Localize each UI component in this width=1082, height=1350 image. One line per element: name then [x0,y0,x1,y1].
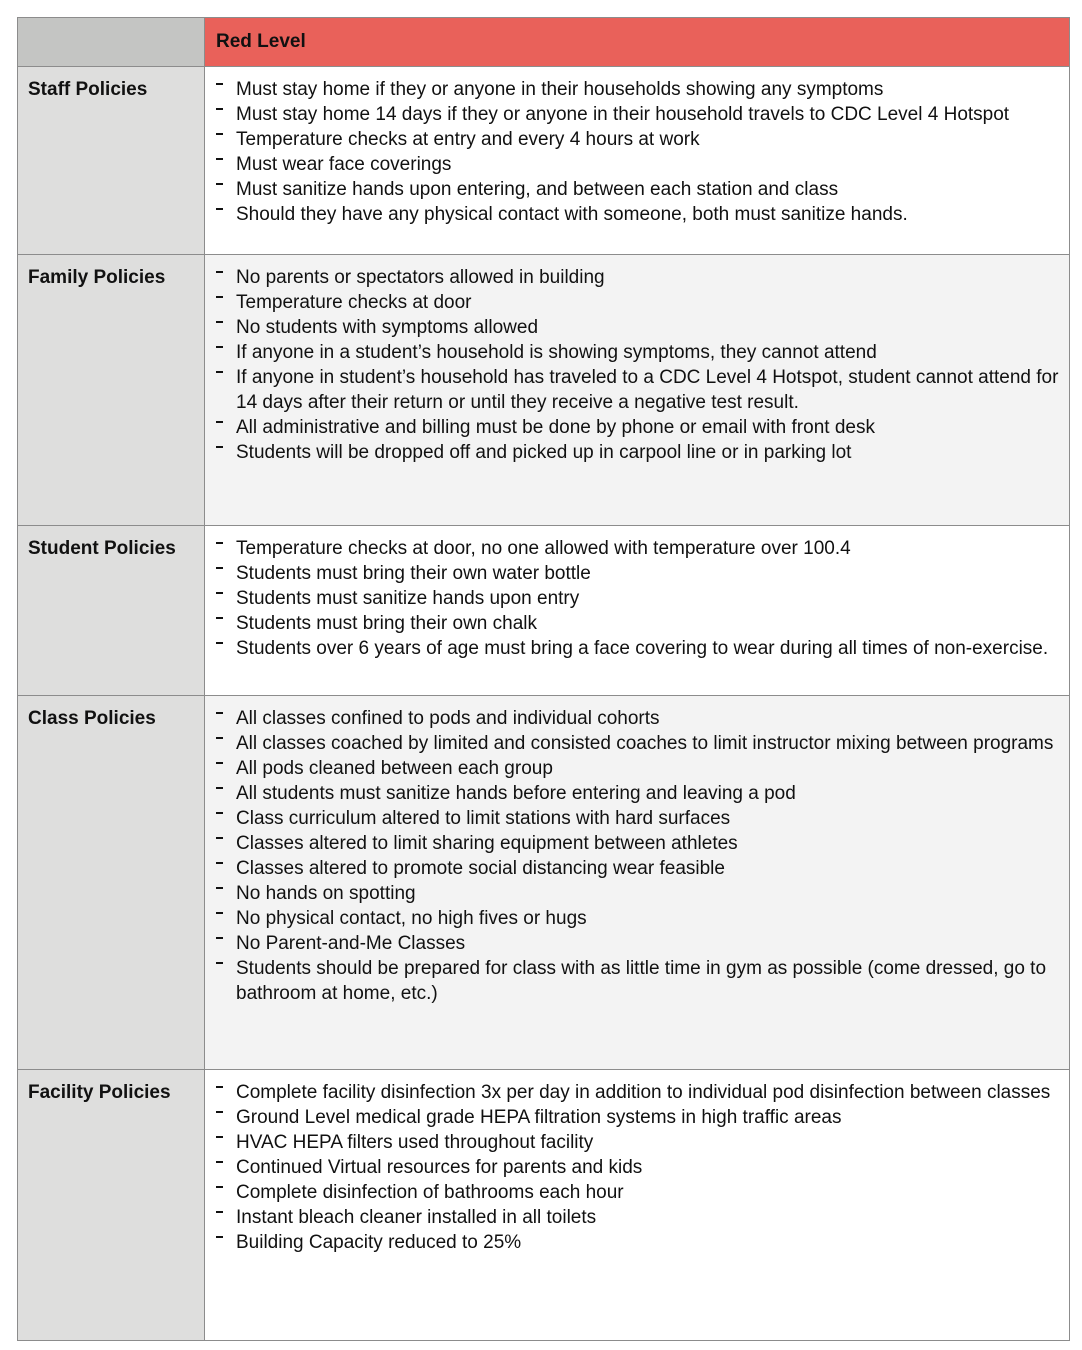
policy-list-class [215,706,1061,1006]
section-content-student [205,526,1070,696]
list-item: Students must bring their own water bottle [215,561,1061,586]
section-label-class: Class Policies [18,696,205,1070]
list-item: Complete facility disinfection 3x per day in addition to individual pod disinfection between classes [215,1080,1061,1105]
level-header: Red Level [205,18,1070,67]
list-item: All pods cleaned between each group [215,756,1061,781]
section-content-facility [205,1070,1070,1341]
list-item: Should they have any physical contact with someone, both must sanitize hands. [215,202,1061,227]
policy-table [17,17,1070,1341]
list-item: No hands on spotting [215,881,1061,906]
section-label-student: Student Policies [18,526,205,696]
list-item: Ground Level medical grade HEPA filtration systems in high traffic areas [215,1105,1061,1130]
list-item: All classes coached by limited and consisted coaches to limit instructor mixing between programs [215,731,1061,756]
list-item: Classes altered to promote social distancing wear feasible [215,856,1061,881]
list-item: Students over 6 years of age must bring a face covering to wear during all times of non-exercise. [215,636,1061,661]
list-item: Instant bleach cleaner installed in all toilets [215,1205,1061,1230]
list-item: Students must sanitize hands upon entry [215,586,1061,611]
header-row [18,18,1070,67]
section-label-staff: Staff Policies [18,67,205,255]
list-item: All classes confined to pods and individual cohorts [215,706,1061,731]
list-item: Temperature checks at door, no one allowed with temperature over 100.4 [215,536,1061,561]
section-row-student [18,526,1070,696]
list-item: If anyone in student’s household has traveled to a CDC Level 4 Hotspot, student cannot attend for 14 days after their return or until they receive a negative test result. [215,365,1061,415]
list-item: All students must sanitize hands before entering and leaving a pod [215,781,1061,806]
policy-list-staff [215,77,1061,227]
list-item: No Parent-and-Me Classes [215,931,1061,956]
list-item: HVAC HEPA filters used throughout facility [215,1130,1061,1155]
list-item: Students should be prepared for class with as little time in gym as possible (come dressed, go to bathroom at home, etc.) [215,956,1061,1006]
list-item: Must wear face coverings [215,152,1061,177]
section-row-class [18,696,1070,1070]
policy-list-facility [215,1080,1061,1255]
list-item: Must stay home 14 days if they or anyone in their household travels to CDC Level 4 Hotspot [215,102,1061,127]
list-item: Class curriculum altered to limit stations with hard surfaces [215,806,1061,831]
list-item: No parents or spectators allowed in building [215,265,1061,290]
section-content-staff [205,67,1070,255]
list-item: Must stay home if they or anyone in their households showing any symptoms [215,77,1061,102]
section-row-family [18,255,1070,526]
section-content-family [205,255,1070,526]
list-item: All administrative and billing must be done by phone or email with front desk [215,415,1061,440]
list-item: Building Capacity reduced to 25% [215,1230,1061,1255]
list-item: No physical contact, no high fives or hugs [215,906,1061,931]
policy-list-family [215,265,1061,465]
policy-list-student [215,536,1061,661]
list-item: If anyone in a student’s household is showing symptoms, they cannot attend [215,340,1061,365]
header-corner-cell [18,18,205,67]
section-label-family: Family Policies [18,255,205,526]
list-item: Complete disinfection of bathrooms each hour [215,1180,1061,1205]
list-item: Classes altered to limit sharing equipment between athletes [215,831,1061,856]
list-item: Temperature checks at entry and every 4 hours at work [215,127,1061,152]
section-row-staff [18,67,1070,255]
section-row-facility [18,1070,1070,1341]
section-label-facility: Facility Policies [18,1070,205,1341]
list-item: Must sanitize hands upon entering, and between each station and class [215,177,1061,202]
list-item: No students with symptoms allowed [215,315,1061,340]
list-item: Continued Virtual resources for parents and kids [215,1155,1061,1180]
list-item: Temperature checks at door [215,290,1061,315]
list-item: Students must bring their own chalk [215,611,1061,636]
section-content-class [205,696,1070,1070]
list-item: Students will be dropped off and picked up in carpool line or in parking lot [215,440,1061,465]
